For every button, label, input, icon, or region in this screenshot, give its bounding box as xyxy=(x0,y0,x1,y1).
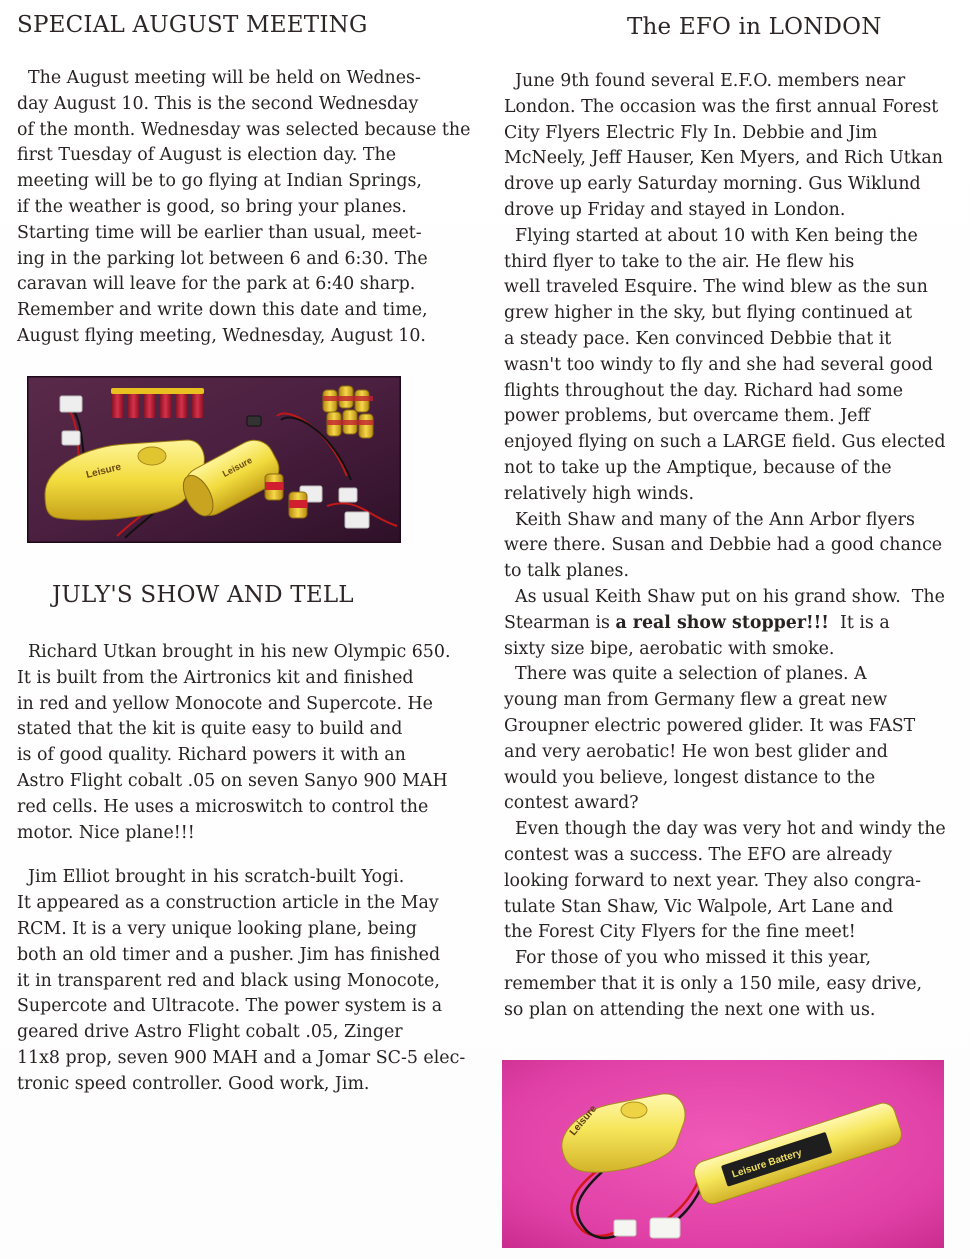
stearman-pre: Stearman is xyxy=(504,612,616,633)
article-line: June 9th found several E.F.O. members near xyxy=(504,71,906,91)
article-line: It is built from the Airtronics kit and finished xyxy=(17,667,414,688)
battery-packs-illustration xyxy=(27,376,401,543)
article-line: well traveled Esquire. The wind blew as the sun xyxy=(504,277,928,298)
show-stopper-emphasis: a real show stopper!!! xyxy=(615,612,829,633)
article-line: caravan will leave for the park at 6:40 sharp. xyxy=(17,274,416,295)
article-line: 11x8 prop, seven 900 MAH and a Jomar SC-5 elec- xyxy=(17,1047,466,1068)
article-line: meeting will be to go flying at Indian Springs, xyxy=(17,171,422,192)
article-line: to talk planes. xyxy=(504,561,629,582)
leisure-battery-photo xyxy=(502,1060,944,1248)
article-line: As usual Keith Shaw put on his grand show. The xyxy=(504,586,945,607)
august-meeting-heading: SPECIAL AUGUST MEETING xyxy=(17,12,368,38)
article-line: would you believe, longest distance to the xyxy=(504,767,876,788)
article-line: Jim Elliot brought in his scratch-built Yogi. xyxy=(17,867,405,888)
article-line: Richard Utkan brought in his new Olympic 650. xyxy=(17,642,451,662)
article-line: looking forward to next year. They also congra- xyxy=(504,870,922,891)
article-line: ing in the parking lot between 6 and 6:30. The xyxy=(17,248,428,269)
photo1-brand-label-1: Leisure xyxy=(85,461,123,481)
show-and-tell-heading: JULY'S SHOW AND TELL xyxy=(52,582,354,608)
article-line: sixty size bipe, aerobatic with smoke. xyxy=(504,638,835,659)
show-and-tell-article xyxy=(17,640,465,1098)
article-line: flights throughout the day. Richard had some xyxy=(504,380,904,401)
article-line: Remember and write down this date and time, xyxy=(17,300,428,321)
article-line: Groupner electric powered glider. It was FAST xyxy=(504,715,916,736)
efo-london-article xyxy=(504,69,946,1023)
article-line: day August 10. This is the second Wednesday xyxy=(17,93,419,114)
article-line: and very aerobatic! He won best glider and xyxy=(504,741,888,762)
article-line: first Tuesday of August is election day. The xyxy=(17,145,397,166)
article-line: grew higher in the sky, but flying continued at xyxy=(504,303,913,324)
article-line: McNeely, Jeff Hauser, Ken Myers, and Rich Utkan xyxy=(504,148,943,169)
leisure-battery-illustration xyxy=(502,1060,944,1248)
article-line: relatively high winds. xyxy=(504,483,694,504)
article-line: so plan on attending the next one with us. xyxy=(504,999,876,1020)
paragraph-gap xyxy=(17,846,465,865)
photo2-brand-label-1: Leisure xyxy=(567,1103,600,1138)
article-line: wasn't too windy to fly and she had several good xyxy=(504,354,933,375)
article-line: stated that the kit is quite easy to build and xyxy=(17,719,403,740)
battery-packs-photo xyxy=(27,376,401,543)
article-line: August flying meeting, Wednesday, August 10. xyxy=(17,325,426,346)
article-line: Supercote and Ultracote. The power system is a xyxy=(17,996,443,1017)
article-line: RCM. It is a very unique looking plane, being xyxy=(17,918,417,939)
article-line: both an old timer and a pusher. Jim has finished xyxy=(17,944,441,965)
article-line: in red and yellow Monocote and Supercote. He xyxy=(17,693,433,714)
article-line: It appeared as a construction article in the May xyxy=(17,893,439,914)
article-line: geared drive Astro Flight cobalt .05, Zinger xyxy=(17,1022,403,1043)
article-line: tulate Stan Shaw, Vic Walpole, Art Lane and xyxy=(504,896,894,917)
article-line: For those of you who missed it this year, xyxy=(504,948,871,969)
stearman-line xyxy=(504,611,946,637)
photo1-brand-label-2: Leisure xyxy=(220,455,254,479)
article-line: red cells. He uses a microswitch to control the xyxy=(17,796,429,817)
article-line: a steady pace. Ken convinced Debbie that it xyxy=(504,328,892,349)
article-line: drove up early Saturday morning. Gus Wiklund xyxy=(504,174,921,195)
article-line: Flying started at about 10 with Ken being the xyxy=(504,225,918,246)
stearman-post: It is a xyxy=(828,612,890,633)
article-line: Keith Shaw and many of the Ann Arbor flyers xyxy=(504,509,915,530)
article-line: motor. Nice plane!!! xyxy=(17,822,195,843)
article-line: Even though the day was very hot and windy the xyxy=(504,819,946,840)
article-line: Astro Flight cobalt .05 on seven Sanyo 900 MAH xyxy=(17,770,448,791)
article-line: remember that it is only a 150 mile, easy drive, xyxy=(504,973,923,994)
article-line: Starting time will be earlier than usual, meet- xyxy=(17,222,422,243)
article-line: not to take up the Amptique, because of the xyxy=(504,457,892,478)
article-line: if the weather is good, so bring your planes. xyxy=(17,196,407,217)
article-line: of the month. Wednesday was selected because the xyxy=(17,119,471,140)
efo-london-heading: The EFO in LONDON xyxy=(627,14,882,40)
article-line: London. The occasion was the first annual Forest xyxy=(504,96,939,117)
article-line: were there. Susan and Debbie had a good chance xyxy=(504,535,943,556)
article-line: The August meeting will be held on Wednes- xyxy=(17,68,421,88)
article-line: it in transparent red and black using Monocote, xyxy=(17,970,440,991)
article-line: third flyer to take to the air. He flew his xyxy=(504,251,855,272)
article-line: contest award? xyxy=(504,793,639,814)
article-line: tronic speed controller. Good work, Jim. xyxy=(17,1073,370,1094)
article-line: There was quite a selection of planes. A xyxy=(504,664,867,685)
article-line: the Forest City Flyers for the fine meet! xyxy=(504,922,856,943)
article-line: drove up Friday and stayed in London. xyxy=(504,199,846,220)
article-line: contest was a success. The EFO are already xyxy=(504,844,893,865)
august-meeting-article xyxy=(17,66,470,350)
article-line: City Flyers Electric Fly In. Debbie and Jim xyxy=(504,122,878,143)
article-line: young man from Germany flew a great new xyxy=(504,690,888,711)
article-line: is of good quality. Richard powers it with an xyxy=(17,745,406,766)
article-line: enjoyed flying on such a LARGE field. Gus elected xyxy=(504,432,946,453)
article-line: power problems, but overcame them. Jeff xyxy=(504,406,870,427)
photo2-brand-label-2: Leisure Battery xyxy=(730,1147,804,1181)
